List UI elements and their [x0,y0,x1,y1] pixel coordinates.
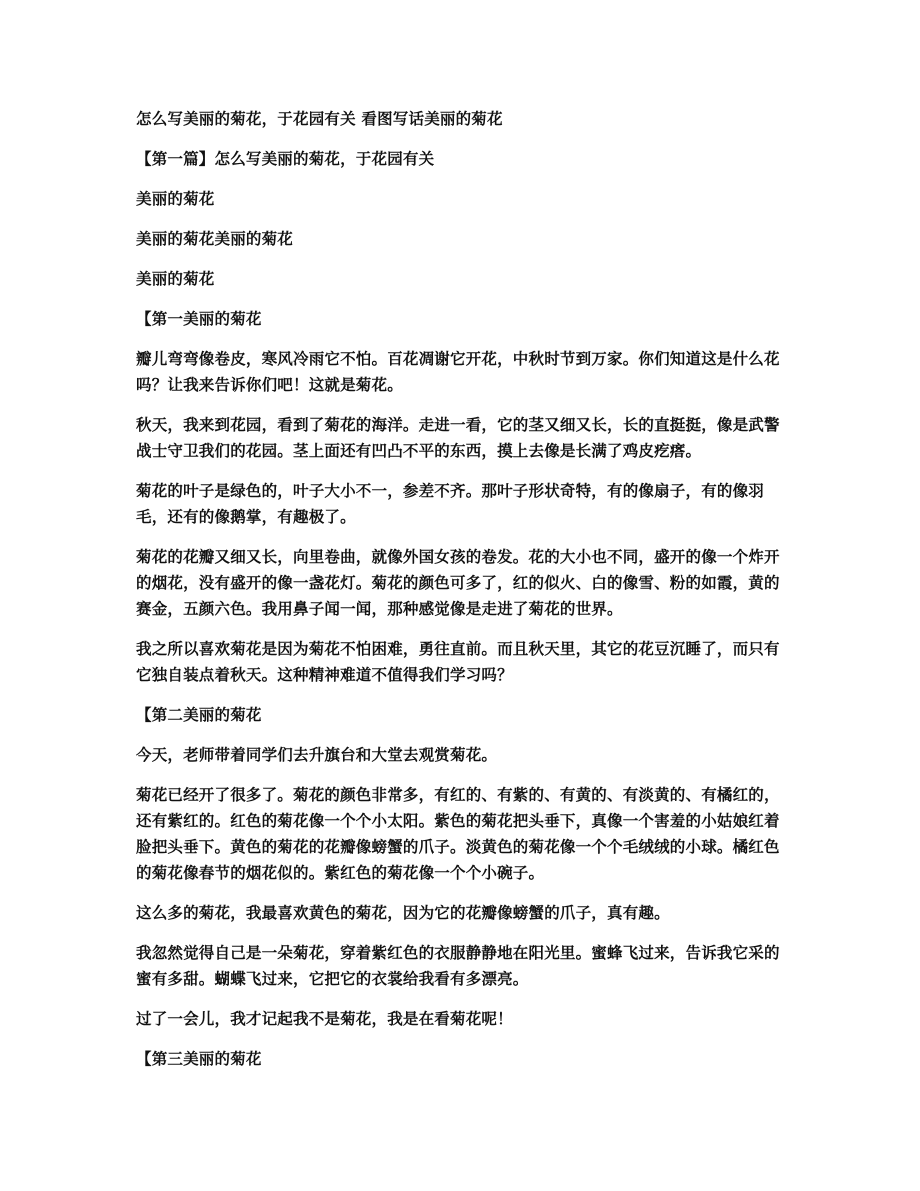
paragraph: 美丽的菊花美丽的菊花 [136,230,294,248]
paragraph: 美丽的菊花 [136,270,215,288]
paragraph: 我忽然觉得自己是一朵菊花，穿着紫红色的衣服静静地在阳光里。蜜蜂飞过来，告诉我它采的蜜有多甜。蝴蝶飞过来，它把它的衣裳给我看有多漂亮。 [136,944,780,988]
section-heading: 【第一美丽的菊花 [136,310,262,328]
paragraph: 今天，老师带着同学们去升旗台和大堂去观赏菊花。 [136,746,498,764]
paragraph: 秋天，我来到花园，看到了菊花的海洋。走进一看，它的茎又细又长，长的直挺挺，像是武警战士守卫我们的花园。茎上面还有凹凸不平的东西，摸上去像是长满了鸡皮疙瘩。 [136,416,780,460]
paragraph: 菊花已经开了很多了。菊花的颜色非常多，有红的、有紫的、有黄的、有淡黄的、有橘红的，还有紫红的。红色的菊花像一个个小太阳。紫色的菊花把头垂下，真像一个害羞的小姑娘红着脸把头垂下。黄色的菊花的花瓣像螃蟹的爪子。淡黄色的菊花像一个个毛绒绒的小球。橘红色的菊花像春节的烟花似的。紫红色的菊花像一个个小碗子。 [136,786,780,882]
document-page [136,106,784,1086]
paragraph: 菊花的叶子是绿色的，叶子大小不一，参差不齐。那叶子形状奇特，有的像扇子，有的像羽毛，还有的像鹅掌，有趣极了。 [136,482,765,526]
section-heading: 【第三美丽的菊花 [136,1050,262,1068]
paragraph: 我之所以喜欢菊花是因为菊花不怕困难，勇往直前。而且秋天里，其它的花豆沉睡了，而只有它独自装点着秋天。这种精神难道不值得我们学习吗？ [136,640,780,684]
paragraph: 瓣儿弯弯像卷皮，寒风冷雨它不怕。百花凋谢它开花，中秋时节到万家。你们知道这是什么花吗？让我来告诉你们吧！这就是菊花。 [136,350,780,394]
paragraph: 过了一会儿，我才记起我不是菊花，我是在看菊花呢！ [136,1010,513,1028]
document-title: 怎么写美丽的菊花，于花园有关 看图写话美丽的菊花 [136,110,503,128]
section-heading: 【第一篇】怎么写美丽的菊花，于花园有关 [136,150,435,168]
paragraph: 美丽的菊花 [136,190,215,208]
paragraph: 这么多的菊花，我最喜欢黄色的菊花，因为它的花瓣像螃蟹的爪子，真有趣。 [136,904,670,922]
section-heading: 【第二美丽的菊花 [136,706,262,724]
paragraph: 菊花的花瓣又细又长，向里卷曲，就像外国女孩的卷发。花的大小也不同，盛开的像一个炸开的烟花，没有盛开的像一盏花灯。菊花的颜色可多了，红的似火、白的像雪、粉的如霞，黄的赛金，五颜六色。我用鼻子闻一闻，那种感觉像是走进了菊花的世界。 [136,548,780,618]
